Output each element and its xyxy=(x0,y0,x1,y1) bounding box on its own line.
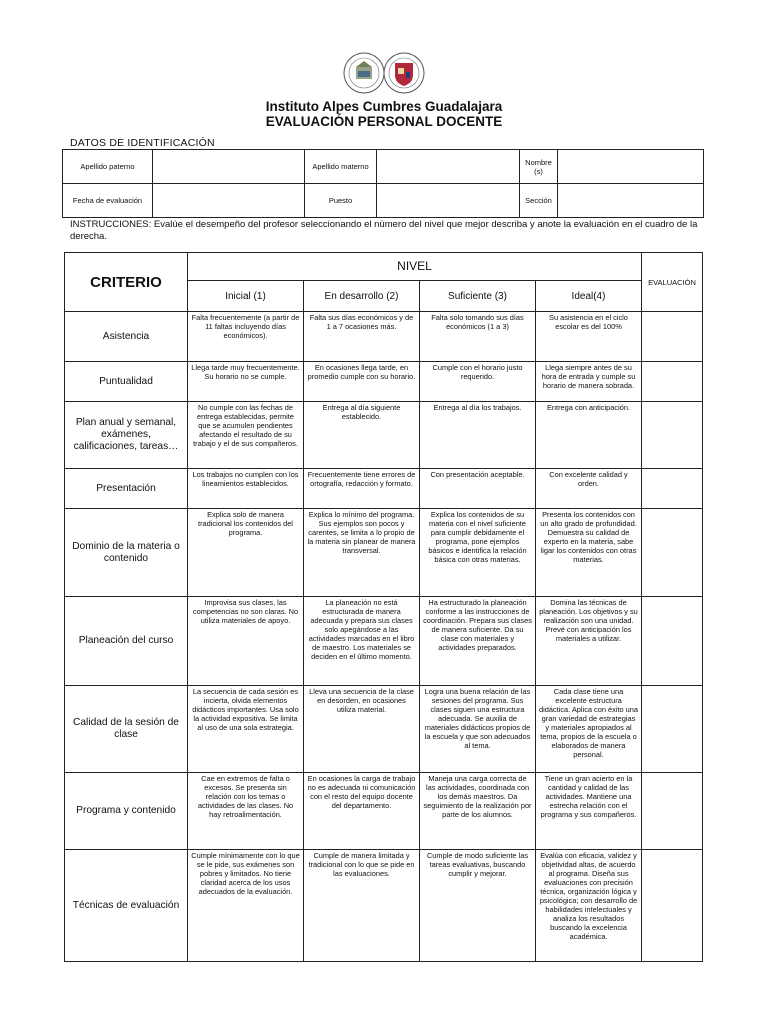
apellido-materno-field[interactable] xyxy=(377,150,520,184)
rubric-cell[interactable]: Improvisa sus clases, las competencias no son claras. No utiliza materiales de apoyo. xyxy=(188,597,304,686)
apellido-paterno-field[interactable] xyxy=(153,150,305,184)
rubric-cell[interactable]: La planeación no está estructurada de manera adecuada y prepara sus clases solo apegándose a las actividades marcadas en el libro de maestro. Los materiales se deciden en el último momento. xyxy=(304,597,420,686)
rubric-cell[interactable]: Presenta los contenidos con un alto grado de profundidad. Demuestra su calidad de experto en la materia, sabe ligar los contenidos con otras materias. xyxy=(536,509,642,597)
instructions-text: INSTRUCCIONES: Evalúe el desempeño del profesor seleccionando el número del nivel que mejor describa y anote la evaluación en el cuadro de la derecha. xyxy=(70,219,698,242)
identification-section-title: DATOS DE IDENTIFICACIÓN xyxy=(70,137,215,149)
rubric-cell[interactable]: Falta frecuentemente (a partir de 11 faltas incluyendo días económicos). xyxy=(188,312,304,362)
criterio-puntualidad: Puntualidad xyxy=(65,362,188,402)
criterio-tecnicas-evaluacion: Técnicas de evaluación xyxy=(65,850,188,962)
rubric-row xyxy=(65,362,703,402)
rubric-cell[interactable]: Cumple mínimamente con lo que se le pide, sus exámenes son pobres y limitados. No tiene claridad acerca de los usos adecuados de la evaluación. xyxy=(188,850,304,962)
rubric-cell[interactable]: Explica solo de manera tradicional los contenidos del programa. xyxy=(188,509,304,597)
criterio-header: CRITERIO xyxy=(65,253,188,312)
identification-row xyxy=(63,184,704,218)
institute-name: Instituto Alpes Cumbres Guadalajara xyxy=(265,99,503,114)
seccion-label: Sección xyxy=(520,184,558,218)
level-en-desarrollo: En desarrollo (2) xyxy=(304,281,420,312)
evaluation-input[interactable] xyxy=(642,686,703,773)
rubric-cell[interactable]: Ha estructurado la planeación conforme a las instrucciones de coordinación. Prepara sus clases de manera suficiente. Da su clase con materiales y actividades preparados. xyxy=(420,597,536,686)
rubric-table xyxy=(64,252,703,962)
rubric-cell[interactable]: Explica lo mínimo del programa. Sus ejemplos son pocos y carentes, se limita a lo propio de la materia sin planear de manera transversal. xyxy=(304,509,420,597)
rubric-cell[interactable]: Los trabajos no cumplen con los lineamientos establecidos. xyxy=(188,469,304,509)
evaluation-input[interactable] xyxy=(642,312,703,362)
puesto-field[interactable] xyxy=(377,184,520,218)
evaluation-input[interactable] xyxy=(642,402,703,469)
rubric-cell[interactable]: Lleva una secuencia de la clase en desorden, en ocasiones utiliza material. xyxy=(304,686,420,773)
criterio-dominio: Dominio de la materia o contenido xyxy=(65,509,188,597)
rubric-cell[interactable]: Cumple de modo suficiente las tareas evaluativas, buscando cumplir y mejorar. xyxy=(420,850,536,962)
rubric-cell[interactable]: La secuencia de cada sesión es incierta, olvida elementos didácticos importantes. Usa solo la actividad expositiva. Se limita al uso de una sola estrategia. xyxy=(188,686,304,773)
evaluacion-header: EVALUACIÓN xyxy=(642,253,703,312)
rubric-cell[interactable]: Explica los contenidos de su materia con el nivel suficiente para cumplir debidamente el programa, pone ejemplos básicos e identifica la relación básica con otras materias. xyxy=(420,509,536,597)
evaluation-input[interactable] xyxy=(642,469,703,509)
rubric-cell[interactable]: Falta sus días económicos y de 1 a 7 ocasiones más. xyxy=(304,312,420,362)
rubric-row xyxy=(65,597,703,686)
evaluation-input[interactable] xyxy=(642,509,703,597)
school-logos xyxy=(338,50,430,96)
rubric-header-row xyxy=(65,253,703,281)
apellido-paterno-label: Apellido paterno xyxy=(63,150,153,184)
criterio-programa: Programa y contenido xyxy=(65,773,188,850)
rubric-cell[interactable]: En ocasiones llega tarde, en promedio cumple con su horario. xyxy=(304,362,420,402)
rubric-cell[interactable]: Tiene un gran acierto en la cantidad y calidad de las actividades. Mantiene una estrecha relación con el programa y sus compañeros. xyxy=(536,773,642,850)
rubric-cell[interactable]: Llega tarde muy frecuentemente. Su horario no se cumple. xyxy=(188,362,304,402)
level-ideal: Ideal(4) xyxy=(536,281,642,312)
evaluation-input[interactable] xyxy=(642,362,703,402)
right-seal-icon xyxy=(384,53,424,93)
rubric-cell[interactable]: Domina las técnicas de planeación. Los objetivos y su realización son una unidad. Prevé con anticipación los materiales a utilizar. xyxy=(536,597,642,686)
level-inicial: Inicial (1) xyxy=(188,281,304,312)
rubric-row xyxy=(65,773,703,850)
rubric-cell[interactable]: Logra una buena relación de las sesiones del programa. Sus clases siguen una estructura adecuada. Se auxilia de materiales didácticos propios de la escuela y que son adecuados al tema. xyxy=(420,686,536,773)
criterio-planeacion: Planeación del curso xyxy=(65,597,188,686)
fecha-evaluacion-field[interactable] xyxy=(153,184,305,218)
evaluation-input[interactable] xyxy=(642,597,703,686)
nombre-field[interactable] xyxy=(558,150,704,184)
rubric-cell[interactable]: Su asistencia en el ciclo escolar es del 100% xyxy=(536,312,642,362)
rubric-cell[interactable]: Entrega al día siguiente establecido. xyxy=(304,402,420,469)
rubric-row xyxy=(65,509,703,597)
rubric-row xyxy=(65,469,703,509)
apellido-materno-label: Apellido materno xyxy=(305,150,377,184)
rubric-cell[interactable]: Maneja una carga correcta de las actividades, coordinada con los demás maestros. Da seguimiento de la realización por parte de los alumnos. xyxy=(420,773,536,850)
rubric-cell[interactable]: Entrega con anticipación. xyxy=(536,402,642,469)
identification-table xyxy=(62,149,704,218)
rubric-cell[interactable]: Frecuentemente tiene errores de ortografía, redacción y formato. xyxy=(304,469,420,509)
left-seal-icon xyxy=(344,53,384,93)
criterio-presentacion: Presentación xyxy=(65,469,188,509)
rubric-row xyxy=(65,686,703,773)
rubric-cell[interactable]: Cumple de manera limitada y tradicional con lo que se pide en las evaluaciones. xyxy=(304,850,420,962)
rubric-cell[interactable]: Llega siempre antes de su hora de entrada y cumple su horario de manera sobrada. xyxy=(536,362,642,402)
rubric-row xyxy=(65,850,703,962)
criterio-calidad-sesion: Calidad de la sesión de clase xyxy=(65,686,188,773)
rubric-cell[interactable]: No cumple con las fechas de entrega establecidas, permite que se acumulen pendientes afectando el resultado de su trabajo y el de sus compañeros. xyxy=(188,402,304,469)
rubric-cell[interactable]: Evalúa con eficacia, validez y objetividad altas, de acuerdo al programa. Diseña sus evaluaciones con precisión técnica, organización lógica y psicológica; con desarrollo de habilidades intelectuales y analiza los resultados buscando la excelencia académica. xyxy=(536,850,642,962)
rubric-cell[interactable]: Cumple con el horario justo requerido. xyxy=(420,362,536,402)
puesto-label: Puesto xyxy=(305,184,377,218)
seccion-field[interactable] xyxy=(558,184,704,218)
rubric-cell[interactable]: Cada clase tiene una excelente estructura didáctica. Aplica con éxito una gran variedad de estrategias y materiales apropiados al tema, propios de la escuela o elaborados de manera personal. xyxy=(536,686,642,773)
level-suficiente: Suficiente (3) xyxy=(420,281,536,312)
rubric-cell[interactable]: En ocasiones la carga de trabajo no es adecuada ni comunicación con el resto del equipo docente del departamento. xyxy=(304,773,420,850)
evaluation-input[interactable] xyxy=(642,850,703,962)
rubric-cell[interactable]: Falta solo tomando sus días económicos (1 a 3) xyxy=(420,312,536,362)
rubric-cell[interactable]: Entrega al día los trabajos. xyxy=(420,402,536,469)
rubric-cell[interactable]: Cae en extremos de falta o excesos. Se presenta sin relación con los temas o actividades de las clases. No hay retroalimentación. xyxy=(188,773,304,850)
document-title: EVALUACIÓN PERSONAL DOCENTE xyxy=(265,114,503,129)
fecha-evaluacion-label: Fecha de evaluación xyxy=(63,184,153,218)
nombre-label: Nombre (s) xyxy=(520,150,558,184)
rubric-row xyxy=(65,312,703,362)
criterio-plan-anual: Plan anual y semanal, exámenes, calificaciones, tareas… xyxy=(65,402,188,469)
nivel-header: NIVEL xyxy=(188,253,642,281)
identification-row xyxy=(63,150,704,184)
rubric-row xyxy=(65,402,703,469)
rubric-cell[interactable]: Con presentación aceptable. xyxy=(420,469,536,509)
rubric-cell[interactable]: Con excelente calidad y orden. xyxy=(536,469,642,509)
criterio-asistencia: Asistencia xyxy=(65,312,188,362)
evaluation-input[interactable] xyxy=(642,773,703,850)
